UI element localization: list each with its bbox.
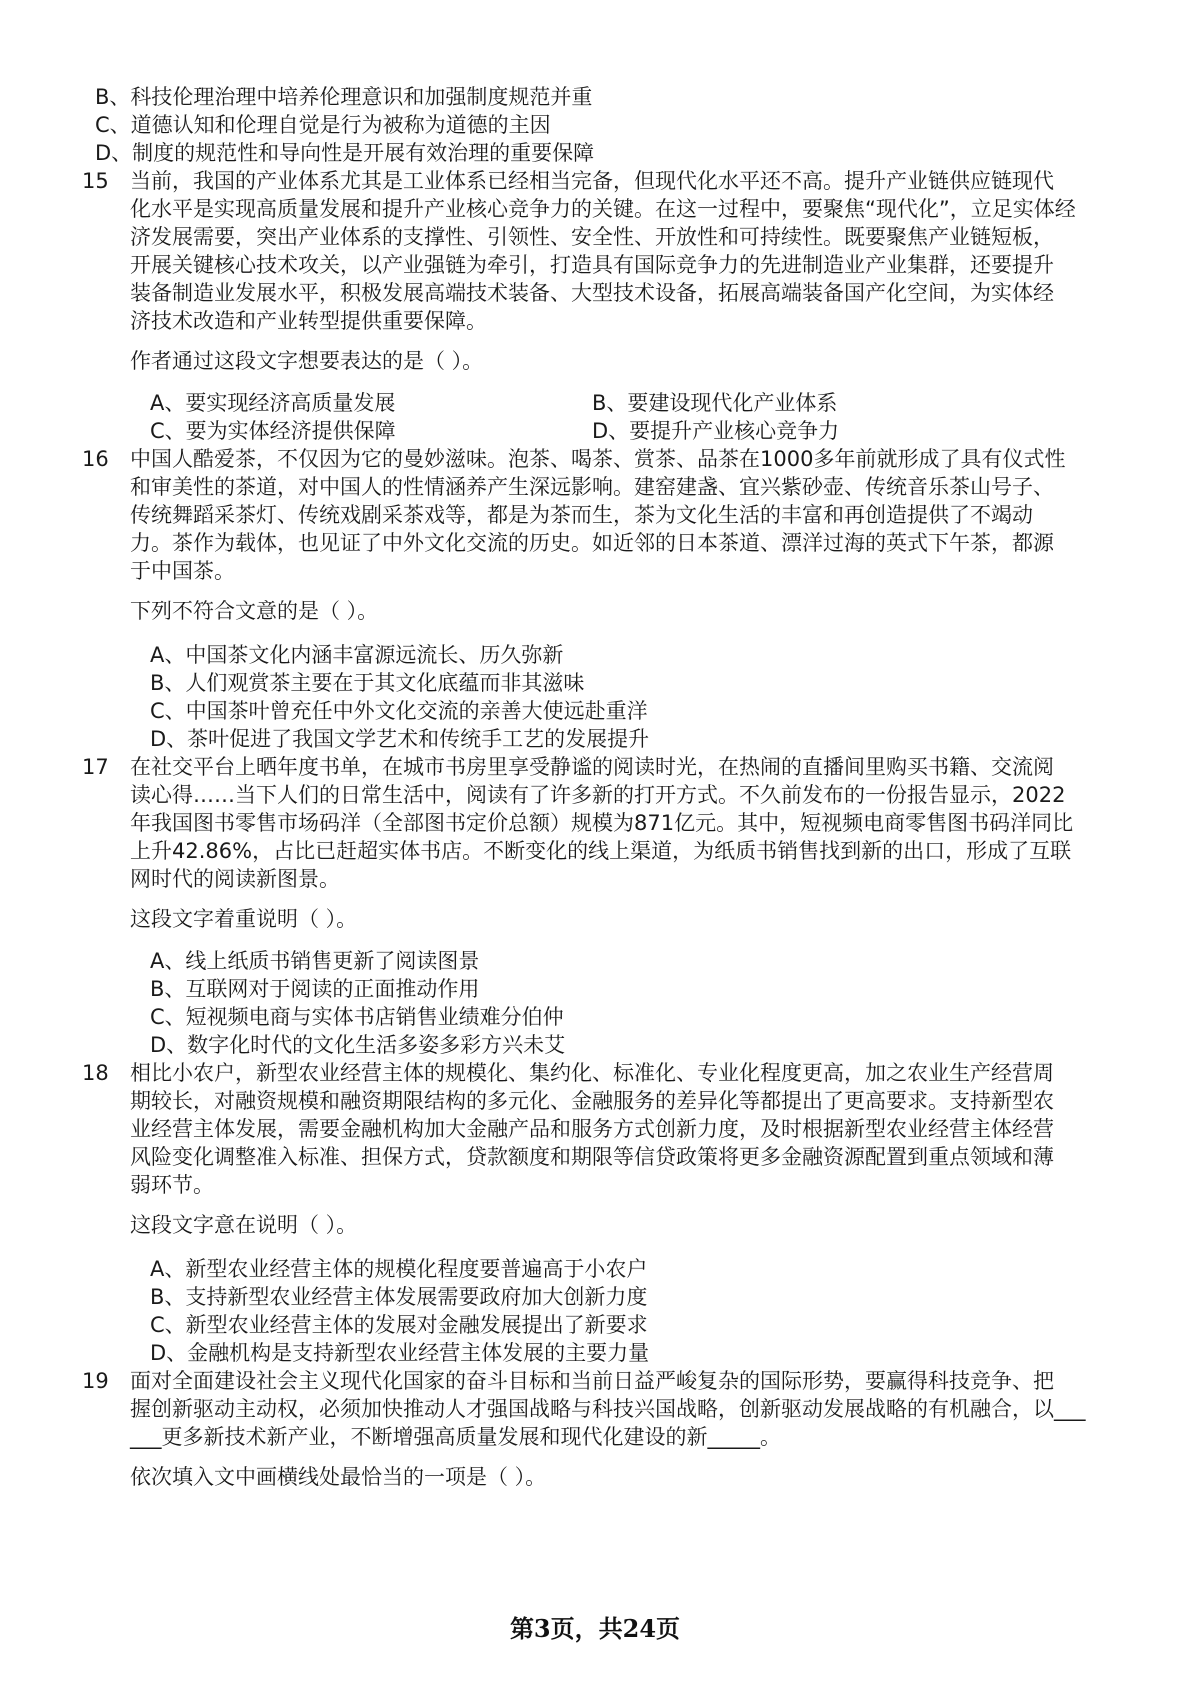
passage-line: 年我国图书零售市场码洋（全部图书定价总额）规模为871亿元。其中，短视频电商零售图书码洋同比	[130, 811, 1074, 835]
option-a: A、线上纸质书销售更新了阅读图景	[150, 949, 480, 973]
passage-line: 弱环节。	[130, 1173, 214, 1197]
option-b: B、互联网对于阅读的正面推动作用	[150, 977, 480, 1001]
passage-line: 中国人酷爱茶，不仅因为它的曼妙滋味。泡茶、喝茶、赏茶、品茶在1000多年前就形成了具有仪式性	[130, 447, 1066, 471]
question-prompt: 作者通过这段文字想要表达的是（ ）。	[130, 349, 484, 373]
passage-line: 相比小农户，新型农业经营主体的规模化、集约化、标准化、专业化程度更高，加之农业生产经营周	[130, 1061, 1054, 1085]
passage-line: 业经营主体发展，需要金融机构加大金融产品和服务方式创新力度，及时根据新型农业经营主体经营	[130, 1117, 1054, 1141]
passage-line: 于中国茶。	[130, 559, 235, 583]
option-b: B、人们观赏茶主要在于其文化底蕴而非其滋味	[150, 671, 585, 695]
passage-line: 济发展需要，突出产业体系的支撑性、引领性、安全性、开放性和可持续性。既要聚焦产业链短板，	[130, 225, 1054, 249]
passage-line: 握创新驱动主动权，必须加快推动人才强国战略与科技兴国战略，创新驱动发展战略的有机融合，以___	[130, 1397, 1086, 1421]
question-number: 18	[82, 1061, 109, 1085]
question-prompt: 依次填入文中画横线处最恰当的一项是（ ）。	[130, 1465, 547, 1489]
passage-line: 上升42.86%，占比已赶超实体书店。不断变化的线上渠道，为纸质书销售找到新的出口，形成了互联	[130, 839, 1072, 863]
option-c: C、中国茶叶曾充任中外文化交流的亲善大使远赴重洋	[150, 699, 648, 723]
question-number: 17	[82, 755, 109, 779]
option-d: D、金融机构是支持新型农业经营主体发展的主要力量	[150, 1341, 650, 1365]
prev-option-c: C、道德认知和伦理自觉是行为被称为道德的主因	[95, 113, 551, 137]
question-prompt: 这段文字意在说明（ ）。	[130, 1213, 358, 1237]
passage-line: 装备制造业发展水平，积极发展高端技术装备、大型技术设备，拓展高端装备国产化空间，为实体经	[130, 281, 1054, 305]
passage-line: 期较长，对融资规模和融资期限结构的多元化、金融服务的差异化等都提出了更高要求。支持新型农	[130, 1089, 1054, 1113]
prev-option-d: D、制度的规范性和导向性是开展有效治理的重要保障	[95, 141, 595, 165]
option-c: C、要为实体经济提供保障	[150, 419, 396, 443]
page-footer: 第3页，共24页	[509, 1614, 681, 1643]
prev-option-b: B、科技伦理治理中培养伦理意识和加强制度规范并重	[95, 85, 593, 109]
question-prompt: 下列不符合文意的是（ ）。	[130, 599, 379, 623]
question-prompt: 这段文字着重说明（ ）。	[130, 907, 358, 931]
option-c: C、新型农业经营主体的发展对金融发展提出了新要求	[150, 1313, 648, 1337]
option-a: A、要实现经济高质量发展	[150, 391, 396, 415]
question-number: 15	[82, 169, 109, 193]
passage-line: 面对全面建设社会主义现代化国家的奋斗目标和当前日益严峻复杂的国际形势，要赢得科技竞争、把	[130, 1369, 1054, 1393]
passage-line: 化水平是实现高质量发展和提升产业核心竞争力的关键。在这一过程中，要聚焦“现代化”，立足实体经	[130, 197, 1076, 221]
option-d: D、要提升产业核心竞争力	[592, 419, 840, 443]
passage-line: 风险变化调整准入标准、担保方式，贷款额度和期限等信贷政策将更多金融资源配置到重点领域和薄	[130, 1145, 1054, 1169]
option-c: C、短视频电商与实体书店销售业绩难分伯仲	[150, 1005, 564, 1029]
option-b: B、要建设现代化产业体系	[592, 391, 838, 415]
passage-line: 读心得……当下人们的日常生活中，阅读有了许多新的打开方式。不久前发布的一份报告显示，2022	[130, 783, 1066, 807]
option-d: D、茶叶促进了我国文学艺术和传统手工艺的发展提升	[150, 727, 650, 751]
question-number: 19	[82, 1369, 109, 1393]
passage-line: 传统舞蹈采茶灯、传统戏剧采茶戏等，都是为茶而生，茶为文化生活的丰富和再创造提供了不竭动	[130, 503, 1033, 527]
passage-line: 网时代的阅读新图景。	[130, 867, 340, 891]
passage-line: ___更多新技术新产业，不断增强高质量发展和现代化建设的新_____。	[130, 1425, 781, 1449]
passage-line: 在社交平台上晒年度书单，在城市书房里享受静谧的阅读时光，在热闹的直播间里购买书籍、交流阅	[130, 755, 1054, 779]
option-d: D、数字化时代的文化生活多姿多彩方兴未艾	[150, 1033, 566, 1057]
option-a: A、中国茶文化内涵丰富源远流长、历久弥新	[150, 643, 564, 667]
question-number: 16	[82, 447, 109, 471]
passage-line: 和审美性的茶道，对中国人的性情涵养产生深远影响。建窑建盏、宜兴紫砂壶、传统音乐茶山号子、	[130, 475, 1054, 499]
option-b: B、支持新型农业经营主体发展需要政府加大创新力度	[150, 1285, 648, 1309]
passage-line: 力。茶作为载体，也见证了中外文化交流的历史。如近邻的日本茶道、漂洋过海的英式下午茶，都源	[130, 531, 1054, 555]
option-a: A、新型农业经营主体的规模化程度要普遍高于小农户	[150, 1257, 648, 1281]
passage-line: 当前，我国的产业体系尤其是工业体系已经相当完备，但现代化水平还不高。提升产业链供应链现代	[130, 169, 1054, 193]
passage-line: 开展关键核心技术攻关，以产业强链为牵引，打造具有国际竞争力的先进制造业产业集群，还要提升	[130, 253, 1054, 277]
passage-line: 济技术改造和产业转型提供重要保障。	[130, 309, 487, 333]
